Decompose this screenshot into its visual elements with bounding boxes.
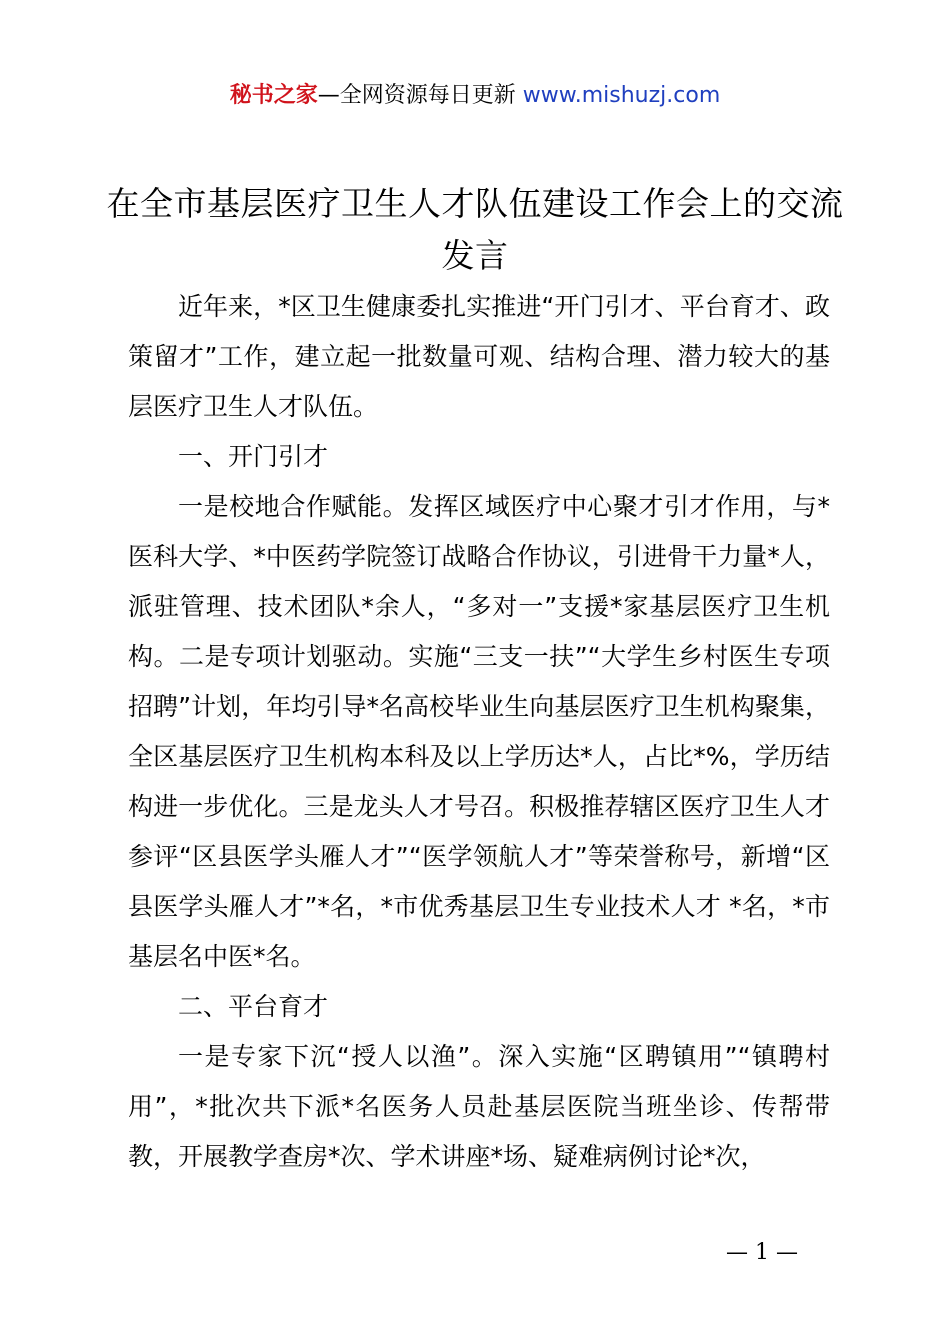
brand-name: 秘书之家 bbox=[229, 83, 318, 108]
page-number: — 1 — bbox=[726, 1240, 798, 1265]
document-body bbox=[128, 282, 830, 1182]
document-title: 在全市基层医疗卫生人才队伍建设工作会上的交流发言 bbox=[106, 184, 844, 275]
intro-paragraph: 近年来，*区卫生健康委扎实推进“开门引才、平台育才、政策留才”工作，建立起一批数量可观、结构合理、潜力较大的基层医疗卫生人才队伍。 bbox=[128, 292, 830, 421]
banner-tagline: —全网资源每日更新 bbox=[317, 83, 516, 108]
site-banner bbox=[0, 80, 950, 112]
section-2-paragraph: 一是专家下沉“授人以渔”。深入实施“区聘镇用”“镇聘村用”，*批次共下派*名医务人员赴基层医院当班坐诊、传帮带教，开展教学查房*次、学术讲座*场、疑难病例讨论*次， bbox=[128, 1042, 830, 1171]
banner-url-link[interactable]: www.mishuzj.com bbox=[522, 83, 721, 108]
section-heading-2: 二、平台育才 bbox=[178, 992, 329, 1021]
section-1-paragraph: 一是校地合作赋能。发挥区域医疗中心聚才引才作用，与*医科大学、*中医药学院签订战略合作协议，引进骨干力量*人，派驻管理、技术团队*余人，“多对一”支援*家基层医疗卫生机构。二是专项计划驱动。实施“三支一扶”“大学生乡村医生专项招聘”计划，年均引导*名高校毕业生向基层医疗卫生机构聚集，全区基层医疗卫生机构本科及以上学历达*人，占比*%，学历结构进一步优化。三是龙头人才号召。积极推荐辖区医疗卫生人才参评“区县医学头雁人才”“医学领航人才”等荣誉称号，新增“区县医学头雁人才”*名，*市优秀基层卫生专业技术人才 *名，*市基层名中医*名。 bbox=[128, 492, 830, 971]
section-heading-1: 一、开门引才 bbox=[178, 442, 329, 471]
